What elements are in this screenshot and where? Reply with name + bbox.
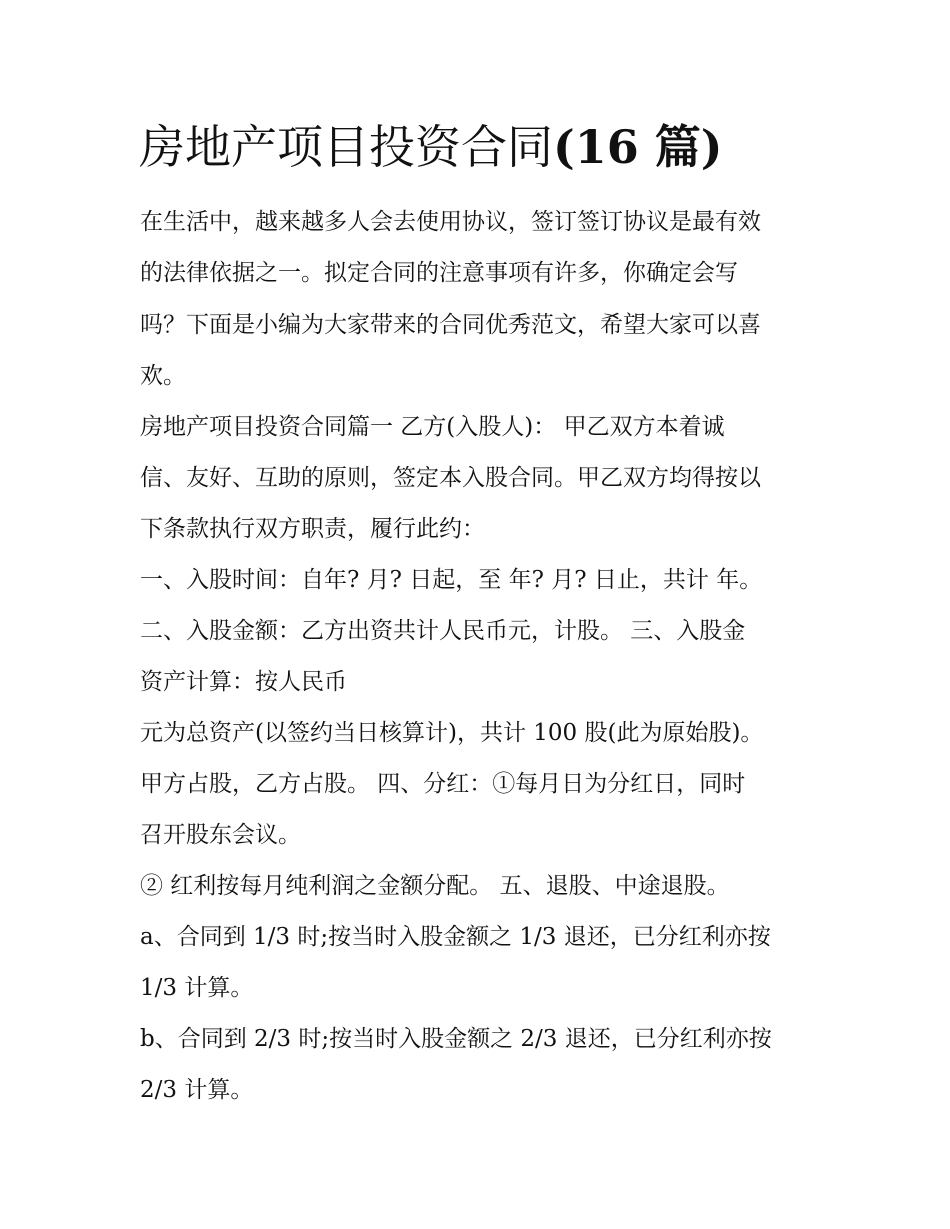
body-line-5: 房地产项目投资合同篇一 乙方(入股人)： 甲乙双方本着诚 — [140, 414, 725, 440]
title-main: 房地产项目投资合同 — [139, 120, 553, 174]
body-line-6: 信、友好、互助的原则，签定本入股合同。甲乙双方均得按以 — [140, 465, 761, 491]
body-line-2: 的法律依据之一。拟定合同的注意事项有许多，你确定会写 — [140, 260, 738, 286]
body-line-1: 在生活中，越来越多人会去使用协议，签订签订协议是最有效 — [140, 209, 761, 235]
body-line-13: 召开股东会议。 — [140, 822, 301, 848]
body-line-16: 1/3 计算。 — [140, 975, 254, 1001]
body-line-17: b、合同到 2/3 时;按当时入股金额之 2/3 退还，已分红利亦按 — [140, 1026, 772, 1052]
body-line-18: 2/3 计算。 — [140, 1077, 254, 1103]
body-line-15: a、合同到 1/3 时;按当时入股金额之 1/3 退还，已分红利亦按 — [140, 924, 771, 950]
body-line-11: 元为总资产(以签约当日核算计)，共计 100 股(此为原始股)。 — [140, 720, 764, 746]
body-line-7: 下条款执行双方职责，履行此约： — [140, 516, 485, 542]
body-line-10: 资产计算：按人民币 — [140, 669, 347, 695]
body-line-8: 一、入股时间：自年? 月? 日起，至 年? 月? 日止，共计 年。 — [140, 567, 763, 593]
title-suffix: (16 篇) — [553, 120, 723, 174]
body-line-4: 欢。 — [140, 363, 186, 389]
body-line-3: 吗？下面是小编为大家带来的合同优秀范文，希望大家可以喜 — [140, 312, 761, 338]
body-line-14: ② 红利按每月纯利润之金额分配。 五、退股、中途退股。 — [140, 873, 730, 899]
body-line-12: 甲方占股，乙方占股。 四、分红：①每月日为分红日，同时 — [140, 771, 746, 797]
body-line-9: 二、入股金额：乙方出资共计人民币元，计股。 三、入股金 — [140, 618, 746, 644]
document-title — [139, 112, 723, 182]
